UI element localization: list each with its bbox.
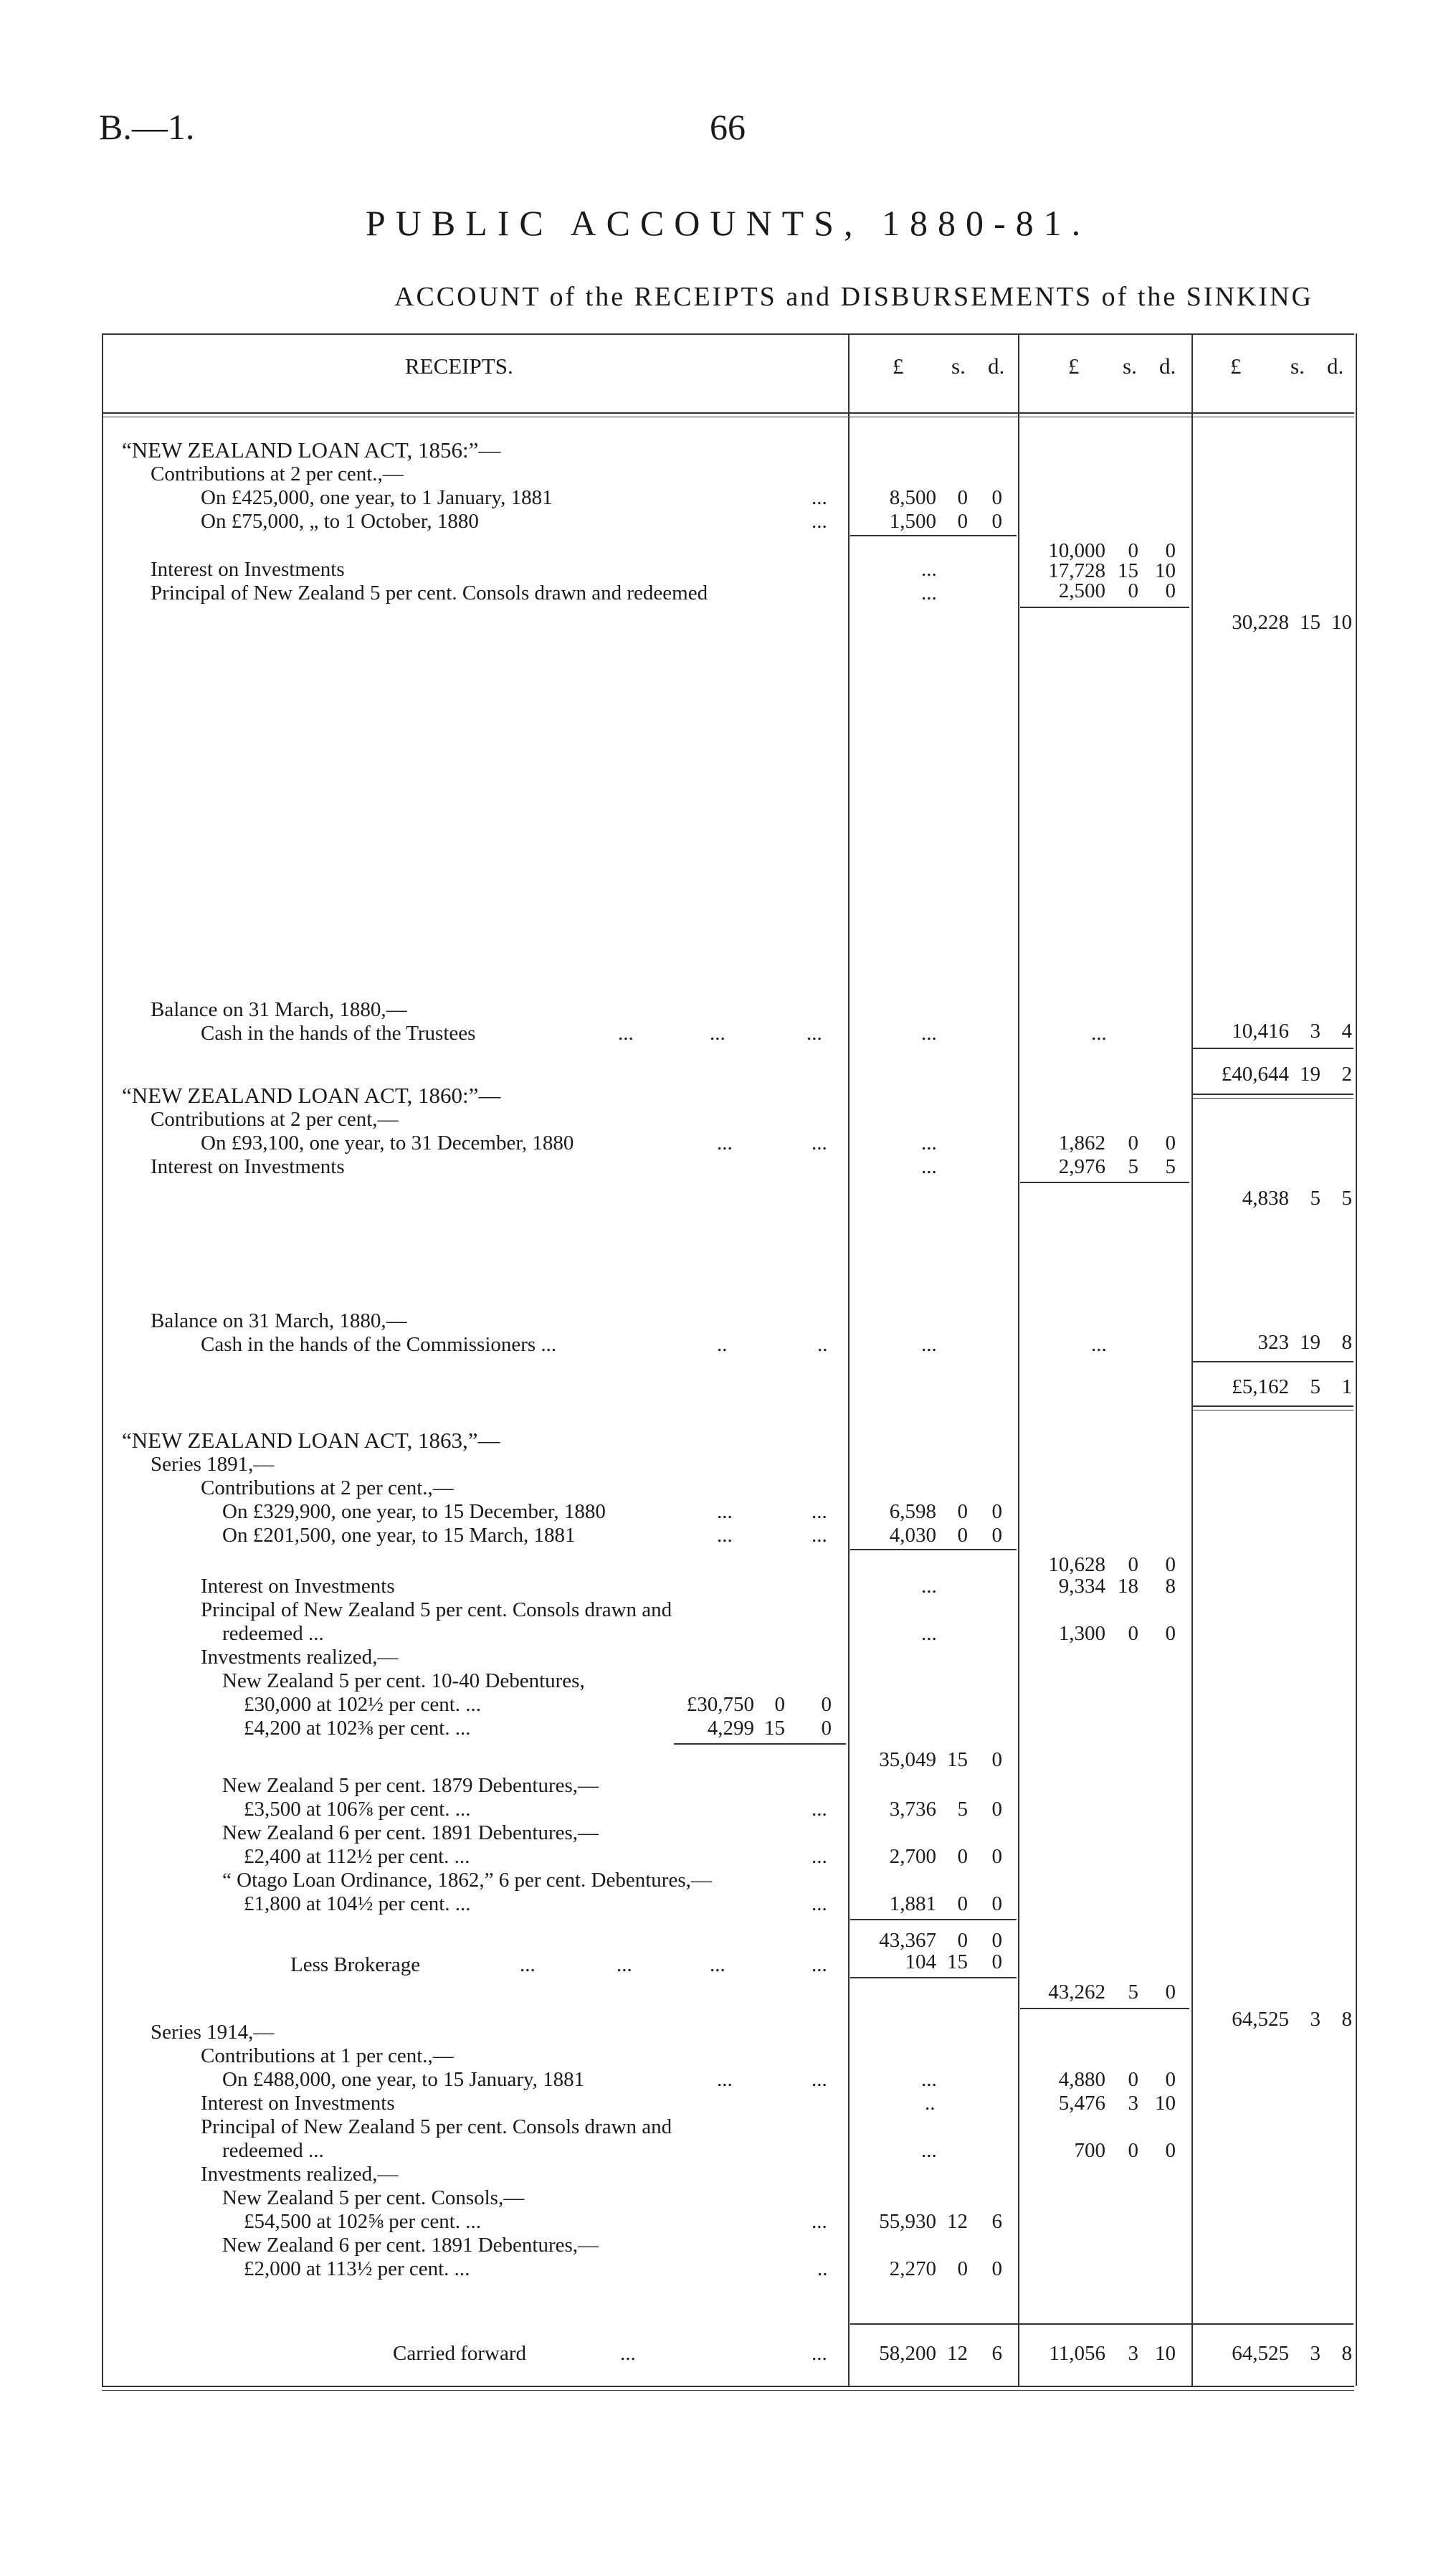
act-1863-heading: “NEW ZEALAND LOAN ACT, 1863,”— <box>122 1428 500 1453</box>
amount-pence: 0 <box>991 1500 1002 1523</box>
amount-pence: 5 <box>1341 1187 1352 1210</box>
amount-shillings: 18 <box>1118 1575 1138 1598</box>
amount-pence: 5 <box>1165 1155 1176 1178</box>
dots: ... <box>618 1022 634 1045</box>
dots: ... <box>717 1524 733 1547</box>
amount-pence: 4 <box>1341 1020 1352 1043</box>
amount-pence: 8 <box>1341 2008 1352 2031</box>
amount-pounds: 30,228 <box>1232 611 1289 634</box>
amount-pounds: 1,500 <box>889 510 936 533</box>
text-line: New Zealand 5 per cent. 10-40 Debentures, <box>222 1669 585 1692</box>
total-double-rule <box>1193 1405 1353 1407</box>
amount-pence: 0 <box>1165 579 1176 602</box>
amount-pence: 0 <box>991 1950 1002 1973</box>
amount-pence: 0 <box>991 2257 1002 2280</box>
text-line: £2,000 at 113½ per cent. ... <box>244 2257 470 2280</box>
amount-pounds: 1,881 <box>889 1892 936 1915</box>
amount-pounds: 4,880 <box>1058 2068 1105 2091</box>
text-line: New Zealand 6 per cent. 1891 Debentures,— <box>222 1821 599 1844</box>
text-line: Balance on 31 March, 1880,— <box>151 1309 407 1332</box>
dots: .. <box>817 1333 828 1356</box>
text-line: Principal of New Zealand 5 per cent. Consols drawn and <box>201 2115 672 2138</box>
amount-pence: 0 <box>991 1798 1002 1821</box>
amount-pence: 0 <box>1165 1553 1176 1576</box>
amount-shillings: 0 <box>1128 579 1138 602</box>
text-line: On £488,000, one year, to 15 January, 1881 <box>222 2068 585 2091</box>
amount-shillings: 12 <box>947 2342 968 2365</box>
total-pence: 2 <box>1341 1063 1352 1086</box>
subtotal-rule <box>674 1743 846 1745</box>
receipts-column-header: RECEIPTS. <box>405 354 513 379</box>
amount-pounds: 1,862 <box>1058 1132 1105 1154</box>
amount-pence: 0 <box>1165 539 1176 562</box>
amount-shillings: 12 <box>947 2210 968 2233</box>
amount-shillings: 0 <box>1128 1553 1138 1576</box>
amount-pounds: 3,736 <box>889 1798 936 1821</box>
act-1860-heading: “NEW ZEALAND LOAN ACT, 1860:”— <box>122 1083 501 1108</box>
text-line: Interest on Investments <box>151 1155 345 1178</box>
text-line: Contributions at 2 per cent.,— <box>201 1476 454 1499</box>
amount-pence: 0 <box>991 1892 1002 1915</box>
dots: ... <box>710 1022 725 1045</box>
text-line: £3,500 at 106⅞ per cent. ... <box>244 1798 471 1821</box>
amount-pounds: 104 <box>905 1950 936 1973</box>
total-double-rule <box>1193 1098 1353 1099</box>
amount-pence: 8 <box>1341 1331 1352 1354</box>
total-pounds: £40,644 <box>1221 1063 1289 1086</box>
total-double-rule <box>1193 1094 1353 1095</box>
amount-shillings: 15 <box>764 1717 785 1740</box>
amount-pence: 10 <box>1331 611 1352 634</box>
amount-shillings: 0 <box>957 1892 968 1915</box>
dots: ... <box>620 2342 636 2365</box>
amount-pence: 6 <box>991 2210 1002 2233</box>
text-line: New Zealand 6 per cent. 1891 Debentures,— <box>222 2234 599 2257</box>
page-title: PUBLIC ACCOUNTS, 1880-81. <box>365 203 1091 243</box>
amount-pounds: £30,750 <box>686 1693 754 1716</box>
amount-shillings: 3 <box>1128 2092 1138 2115</box>
amount-pounds: 55,930 <box>879 2210 936 2233</box>
shillings-header-2: s. <box>1123 354 1137 379</box>
text-line: On £75,000, „ to 1 October, 1880 <box>201 510 479 533</box>
total-pence: 1 <box>1341 1375 1352 1398</box>
amount-pounds: 43,262 <box>1048 1981 1105 2003</box>
dots: ... <box>921 1132 937 1154</box>
amount-pounds: 64,525 <box>1232 2342 1289 2365</box>
subtotal-rule <box>1020 607 1189 608</box>
text-line: Principal of New Zealand 5 per cent. Consols drawn and redeemed <box>151 582 708 604</box>
amount-shillings: 15 <box>947 1950 968 1973</box>
dots: ... <box>812 486 827 509</box>
text-line: New Zealand 5 per cent. Consols,— <box>222 2186 525 2209</box>
dots: ... <box>717 1132 733 1154</box>
dots: ... <box>812 1845 827 1868</box>
text-line: Cash in the hands of the Trustees <box>201 1022 476 1045</box>
amount-shillings: 0 <box>957 2257 968 2280</box>
top-rule <box>102 333 1354 335</box>
text-line: £30,000 at 102½ per cent. ... <box>244 1693 482 1716</box>
dots: ... <box>812 2210 827 2233</box>
amount-shillings: 0 <box>957 510 968 533</box>
amount-pounds: 2,500 <box>1058 579 1105 602</box>
text-line: Investments realized,— <box>201 2163 399 2186</box>
text-line: redeemed ... <box>222 2139 324 2162</box>
text-line: £54,500 at 102⅝ per cent. ... <box>244 2210 482 2233</box>
total-rule <box>1193 1361 1353 1362</box>
subtotal-rule <box>1020 2008 1189 2009</box>
dots: ... <box>921 558 937 581</box>
dots: .. <box>925 2092 936 2115</box>
text-line: On £425,000, one year, to 1 January, 1881 <box>201 486 553 509</box>
pence-header-2: d. <box>1159 354 1176 379</box>
shillings-header-3: s. <box>1290 354 1305 379</box>
text-line: Series 1891,— <box>151 1453 275 1476</box>
subtotal-rule <box>1020 1182 1189 1183</box>
amount-pence: 0 <box>991 1845 1002 1868</box>
text-line: Series 1914,— <box>151 2021 275 2044</box>
total-shillings: 5 <box>1310 1375 1321 1398</box>
text-line: Principal of New Zealand 5 per cent. Consols drawn and <box>201 1598 672 1621</box>
carried-forward-rule <box>850 2323 1353 2325</box>
text-line: Balance on 31 March, 1880,— <box>151 998 407 1021</box>
amount-pounds: 58,200 <box>879 2342 936 2365</box>
amount-pence: 0 <box>1165 2068 1176 2091</box>
amount-shillings: 0 <box>957 1845 968 1868</box>
dots: ... <box>812 510 827 533</box>
amount-shillings: 15 <box>947 1748 968 1771</box>
dots: ... <box>812 1892 827 1915</box>
dots: ... <box>921 1022 937 1045</box>
amount-pence: 0 <box>991 1929 1002 1952</box>
amount-shillings: 0 <box>1128 1132 1138 1154</box>
amount-shillings: 0 <box>1128 1622 1138 1645</box>
amount-shillings: 5 <box>957 1798 968 1821</box>
text-line: New Zealand 5 per cent. 1879 Debentures,— <box>222 1774 599 1797</box>
amount-pence: 8 <box>1341 2342 1352 2365</box>
amount-shillings: 3 <box>1128 2342 1138 2365</box>
dots: ... <box>812 2068 827 2091</box>
amount-shillings: 15 <box>1118 559 1138 582</box>
amount-shillings: 5 <box>1128 1155 1138 1178</box>
subtotal-rule <box>850 535 1017 536</box>
text-line: Contributions at 1 per cent.,— <box>201 2044 454 2067</box>
text-line: Interest on Investments <box>201 2092 395 2115</box>
pounds-header-3: £ <box>1230 354 1242 379</box>
carried-forward-label: Carried forward <box>393 2342 526 2365</box>
dots: ... <box>921 582 937 604</box>
dots: ... <box>717 1500 733 1523</box>
dots: ... <box>812 1524 827 1547</box>
dots: ... <box>812 1500 827 1523</box>
amount-pounds: 9,334 <box>1058 1575 1105 1598</box>
text-line: redeemed ... <box>222 1622 324 1645</box>
amount-pounds: 17,728 <box>1048 559 1105 582</box>
amount-pounds: 2,976 <box>1058 1155 1105 1178</box>
amount-pounds: 64,525 <box>1232 2008 1289 2031</box>
amount-shillings: 0 <box>957 486 968 509</box>
subtotal-rule <box>850 1549 1017 1550</box>
amount-pounds: 323 <box>1257 1331 1289 1354</box>
total-rule <box>1193 1048 1353 1049</box>
amount-pence: 0 <box>991 1748 1002 1771</box>
dots: ... <box>806 1022 822 1045</box>
dots: ... <box>710 1953 725 1976</box>
pounds-header-1: £ <box>893 354 904 379</box>
amount-pounds: 10,416 <box>1232 1020 1289 1043</box>
amount-shillings: 3 <box>1310 1020 1321 1043</box>
amount-pounds: 8,500 <box>889 486 936 509</box>
text-line: “ Otago Loan Ordinance, 1862,” 6 per cent. Debentures,— <box>222 1869 712 1892</box>
text-line: Contributions at 2 per cent.,— <box>151 463 404 485</box>
amount-pounds: 700 <box>1074 2139 1105 2162</box>
amount-shillings: 3 <box>1310 2342 1321 2365</box>
dots: .. <box>817 2257 828 2280</box>
amount-pounds: 4,299 <box>707 1717 754 1740</box>
amount-pence: 0 <box>1165 1132 1176 1154</box>
header-rule <box>102 412 1354 414</box>
amount-shillings: 0 <box>1128 2068 1138 2091</box>
total-pounds: £5,162 <box>1232 1375 1289 1398</box>
dots: ... <box>921 1155 937 1178</box>
dots: ... <box>812 1132 827 1154</box>
text-line: Less Brokerage <box>290 1953 421 1976</box>
amount-shillings: 3 <box>1310 2008 1321 2031</box>
dots: ... <box>812 2342 827 2365</box>
amount-pounds: 11,056 <box>1049 2342 1105 2365</box>
dots: ... <box>921 1333 937 1356</box>
amount-shillings: 0 <box>1128 2139 1138 2162</box>
amount-shillings: 5 <box>1128 1981 1138 2003</box>
amount-pounds: 43,367 <box>879 1929 936 1952</box>
amount-pence: 6 <box>991 2342 1002 2365</box>
dots: ... <box>812 1953 827 1976</box>
amount-pounds: 10,628 <box>1048 1553 1105 1576</box>
amount-pence: 0 <box>1165 1622 1176 1645</box>
pounds-header-2: £ <box>1068 354 1080 379</box>
document-reference: B.—1. <box>99 107 195 147</box>
dots: ... <box>921 2068 937 2091</box>
dots: ... <box>921 1575 937 1598</box>
text-line: £1,800 at 104½ per cent. ... <box>244 1892 471 1915</box>
amount-shillings: 15 <box>1300 611 1321 634</box>
amount-pence: 0 <box>991 1524 1002 1547</box>
amount-pounds: 4,030 <box>889 1524 936 1547</box>
text-line: Interest on Investments <box>201 1575 395 1598</box>
amount-pence: 8 <box>1165 1575 1176 1598</box>
bottom-rule <box>102 2386 1354 2387</box>
page-number: 66 <box>710 107 746 147</box>
amount-pounds: 10,000 <box>1048 539 1105 562</box>
col-divider-2 <box>1018 333 1019 2386</box>
amount-shillings: 19 <box>1300 1331 1321 1354</box>
dots: ... <box>617 1953 632 1976</box>
dots: ... <box>520 1953 536 1976</box>
amount-pounds: 2,700 <box>889 1845 936 1868</box>
text-line: On £201,500, one year, to 15 March, 1881 <box>222 1524 576 1547</box>
amount-pence: 0 <box>1165 2139 1176 2162</box>
text-line: Investments realized,— <box>201 1646 399 1669</box>
amount-shillings: 0 <box>957 1500 968 1523</box>
text-line: Cash in the hands of the Commissioners ... <box>201 1333 557 1356</box>
total-shillings: 19 <box>1300 1063 1321 1086</box>
col-divider-3 <box>1191 333 1193 2386</box>
amount-shillings: 0 <box>957 1929 968 1952</box>
col-divider-1 <box>848 333 850 2386</box>
text-line: £4,200 at 102⅜ per cent. ... <box>244 1717 471 1740</box>
amount-pounds: 2,270 <box>889 2257 936 2280</box>
dots: .. <box>717 1333 728 1356</box>
text-line: On £329,900, one year, to 15 December, 1880 <box>222 1500 606 1523</box>
act-1856-heading: “NEW ZEALAND LOAN ACT, 1856:”— <box>122 437 501 463</box>
amount-pounds: 5,476 <box>1058 2092 1105 2115</box>
bottom-rule-double <box>102 2390 1354 2391</box>
text-line: Contributions at 2 per cent,— <box>151 1108 399 1131</box>
amount-pence: 10 <box>1155 2342 1176 2365</box>
account-subtitle: ACCOUNT of the RECEIPTS and DISBURSEMENTS of the SINKING <box>394 282 1313 312</box>
amount-pence: 0 <box>991 510 1002 533</box>
amount-shillings: 0 <box>774 1693 785 1716</box>
subtotal-rule <box>850 1919 1017 1920</box>
amount-pounds: 4,838 <box>1242 1187 1289 1210</box>
pence-header-1: d. <box>988 354 1005 379</box>
amount-pence: 10 <box>1155 559 1176 582</box>
amount-pence: 0 <box>991 486 1002 509</box>
amount-pence: 0 <box>821 1717 832 1740</box>
amount-shillings: 0 <box>1128 539 1138 562</box>
shillings-header-1: s. <box>951 354 966 379</box>
text-line: Interest on Investments <box>151 558 345 581</box>
amount-pence: 10 <box>1155 2092 1176 2115</box>
text-line: On £93,100, one year, to 31 December, 1880 <box>201 1132 574 1154</box>
dots: ... <box>1091 1022 1107 1045</box>
dots: ... <box>812 1798 827 1821</box>
dots: ... <box>717 2068 733 2091</box>
text-line: £2,400 at 112½ per cent. ... <box>244 1845 470 1868</box>
pence-header-3: d. <box>1327 354 1344 379</box>
amount-pence: 0 <box>1165 1981 1176 2003</box>
amount-shillings: 5 <box>1310 1187 1321 1210</box>
amount-pounds: 6,598 <box>889 1500 936 1523</box>
subtotal-rule <box>850 1977 1017 1978</box>
dots: ... <box>921 2139 937 2162</box>
dots: ... <box>1091 1333 1107 1356</box>
dots: ... <box>921 1622 937 1645</box>
amount-pounds: 35,049 <box>879 1748 936 1771</box>
amount-pounds: 1,300 <box>1058 1622 1105 1645</box>
amount-pence: 0 <box>821 1693 832 1716</box>
amount-shillings: 0 <box>957 1524 968 1547</box>
